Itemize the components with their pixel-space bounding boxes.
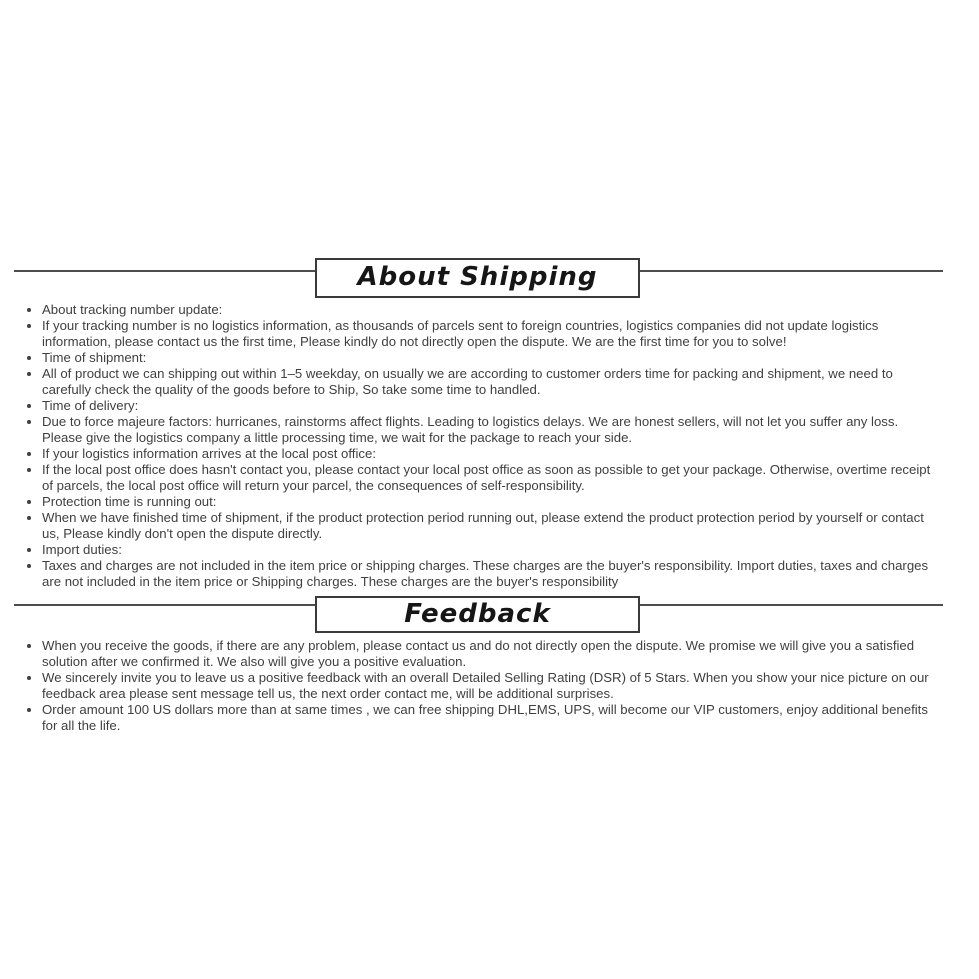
list-item: • Import duties: <box>42 542 936 558</box>
list-item: • Due to force majeure factors: hurricanes, rainstorms affect flights. Leading to logistics delays. We are honest sellers, will not let you suffer any loss. Please give the logistics company a little processing time, we wait for the package to reach your side. <box>42 414 936 446</box>
list-item: • Time of delivery: <box>42 398 936 414</box>
shipping-info-list <box>14 302 936 590</box>
shipping-bullets <box>14 302 936 590</box>
list-item: • Time of shipment: <box>42 350 936 366</box>
list-item: • Protection time is running out: <box>42 494 936 510</box>
list-item: • If your logistics information arrives at the local post office: <box>42 446 936 462</box>
list-item: • Taxes and charges are not included in the item price or shipping charges. These charges are the buyer's responsibility. Import duties, taxes and charges are not included in the item price or Shipping charges. These charges are the buyer's responsibility <box>42 558 936 590</box>
list-item: • If your tracking number is no logistics information, as thousands of parcels sent to foreign countries, logistics companies did not update logistics information, please contact us the first time, Please kindly do not directly open the dispute. We are the first time for you to solve! <box>42 318 936 350</box>
list-item: • About tracking number update: <box>42 302 936 318</box>
feedback-title-plaque <box>315 596 640 633</box>
list-item: • If the local post office does hasn't contact you, please contact your local post office as soon as possible to get your package. Otherwise, overtime receipt of parcels, the local post office will return your parcel, the consequences of self-responsibility. <box>42 462 936 494</box>
shipping-title-plaque <box>315 258 640 298</box>
list-item: • All of product we can shipping out within 1–5 weekday, on usually we are according to customer orders time for packing and shipment, we need to carefully check the quality of the goods before to Ship, So take some time to handled. <box>42 366 936 398</box>
feedback-bullets <box>14 638 936 734</box>
feedback-info-list <box>14 638 936 734</box>
list-item: • When you receive the goods, if there are any problem, please contact us and do not directly open the dispute. We promise we will give you a satisfied solution after we confirmed it. We also will give you a positive evaluation. <box>42 638 936 670</box>
list-item: • Order amount 100 US dollars more than at same times , we can free shipping DHL,EMS, UPS, will become our VIP customers, enjoy additional benefits for all the life. <box>42 702 936 734</box>
feedback-section-title: Feedback <box>404 598 551 629</box>
list-item: • When we have finished time of shipment, if the product protection period running out, please extend the product protection period by yourself or contact us, Please kindly don't open the dispute directly. <box>42 510 936 542</box>
shipping-section-title: About Shipping <box>357 262 598 292</box>
list-item: • We sincerely invite you to leave us a positive feedback with an overall Detailed Selling Rating (DSR) of 5 Stars. When you show your nice picture on our feedback area please sent message tell us, the next order contact me, will be additional surprises. <box>42 670 936 702</box>
